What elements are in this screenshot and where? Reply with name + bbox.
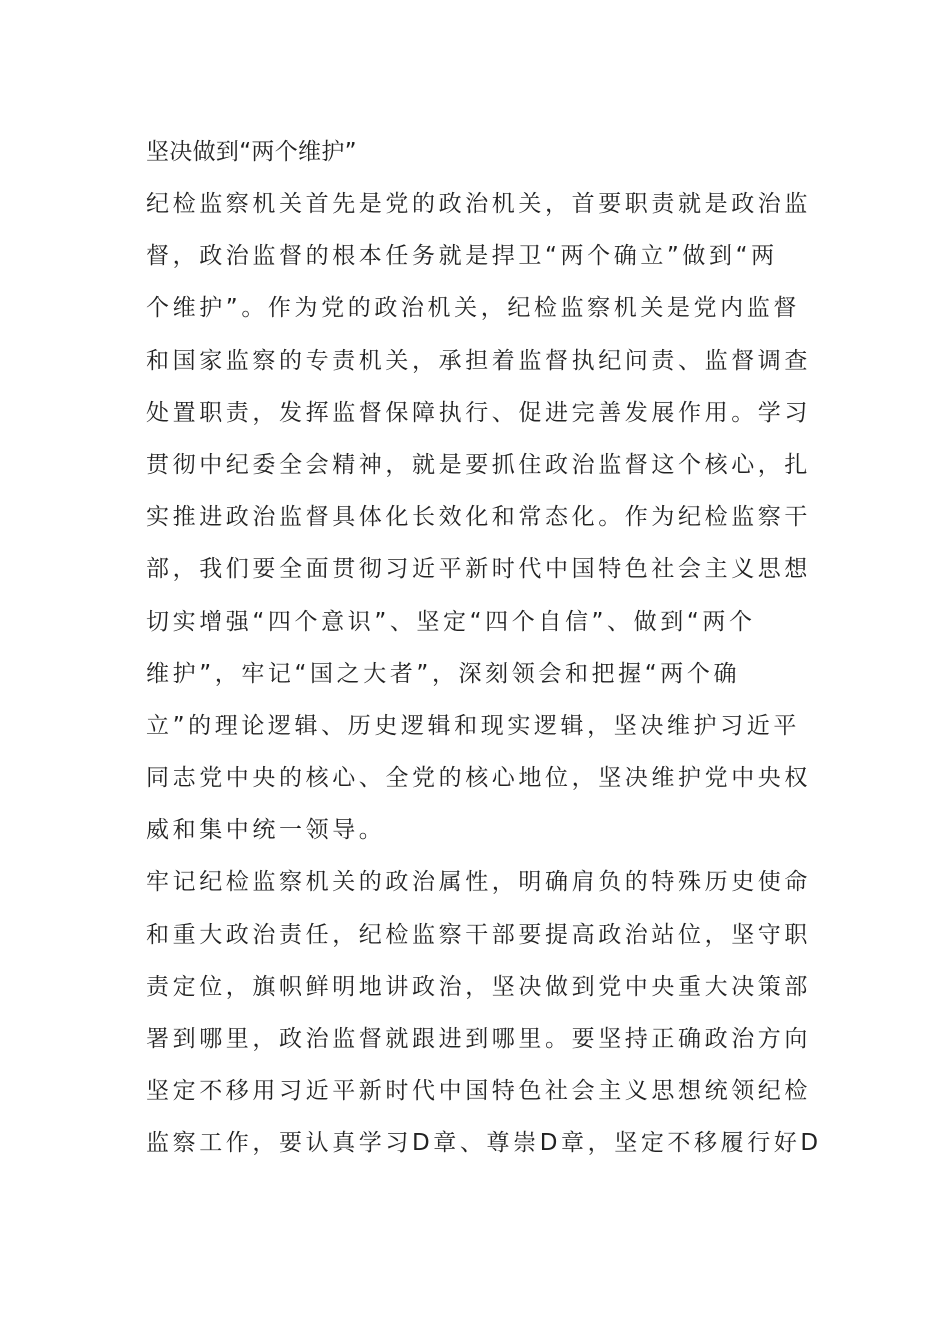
text-line: 实推进政治监督具体化长效化和常态化。作为纪检监察干 — [146, 504, 811, 531]
paragraph-2 — [146, 856, 822, 1169]
text-line: 处置职责，发挥监督保障执行、促进完善发展作用。学习 — [146, 399, 811, 426]
text-line: 和国家监察的专责机关，承担着监督执纪问责、监督调查 — [146, 347, 811, 374]
text-line: 立”的理论逻辑、历史逻辑和现实逻辑，坚决维护习近平 — [146, 712, 800, 739]
text-line: 署到哪里，政治监督就跟进到哪里。要坚持正确政治方向 — [146, 1026, 811, 1052]
text-line: 维护”，牢记“国之大者”，深刻领会和把握“两个确 — [146, 660, 741, 687]
text-line: 督，政治监督的根本任务就是捍卫“两个确立”做到“两 — [146, 243, 778, 270]
text-line: 坚定不移用习近平新时代中国特色社会主义思想统领纪检 — [146, 1078, 811, 1105]
text-line: 贯彻中纪委全会精神，就是要抓住政治监督这个核心，扎 — [146, 451, 811, 478]
document-body — [146, 126, 822, 1170]
text-line: 威和集中统一领导。 — [146, 817, 386, 844]
text-line: 责定位，旗帜鲜明地讲政治，坚决做到党中央重大决策部 — [146, 973, 811, 1000]
text-line: 个维护”。作为党的政治机关，纪检监察机关是党内监督 — [146, 295, 800, 322]
text-line: 同志党中央的核心、全党的核心地位，坚决维护党中央权 — [146, 765, 811, 792]
text-line: 纪检监察机关首先是党的政治机关，首要职责就是政治监 — [146, 191, 811, 217]
text-line: 牢记纪检监察机关的政治属性，明确肩负的特殊历史使命 — [146, 869, 811, 896]
text-line: 切实增强“四个意识”、坚定“四个自信”、做到“两个 — [146, 608, 756, 635]
text-line: 监察工作，要认真学习D章、尊崇D章，坚定不移履行好D — [146, 1130, 822, 1157]
paragraph-1 — [146, 178, 816, 856]
text-line: 部，我们要全面贯彻习近平新时代中国特色社会主义思想 — [146, 556, 811, 583]
section-heading: 坚决做到“两个维护” — [146, 139, 357, 165]
text-line: 和重大政治责任，纪检监察干部要提高政治站位，坚守职 — [146, 921, 811, 948]
